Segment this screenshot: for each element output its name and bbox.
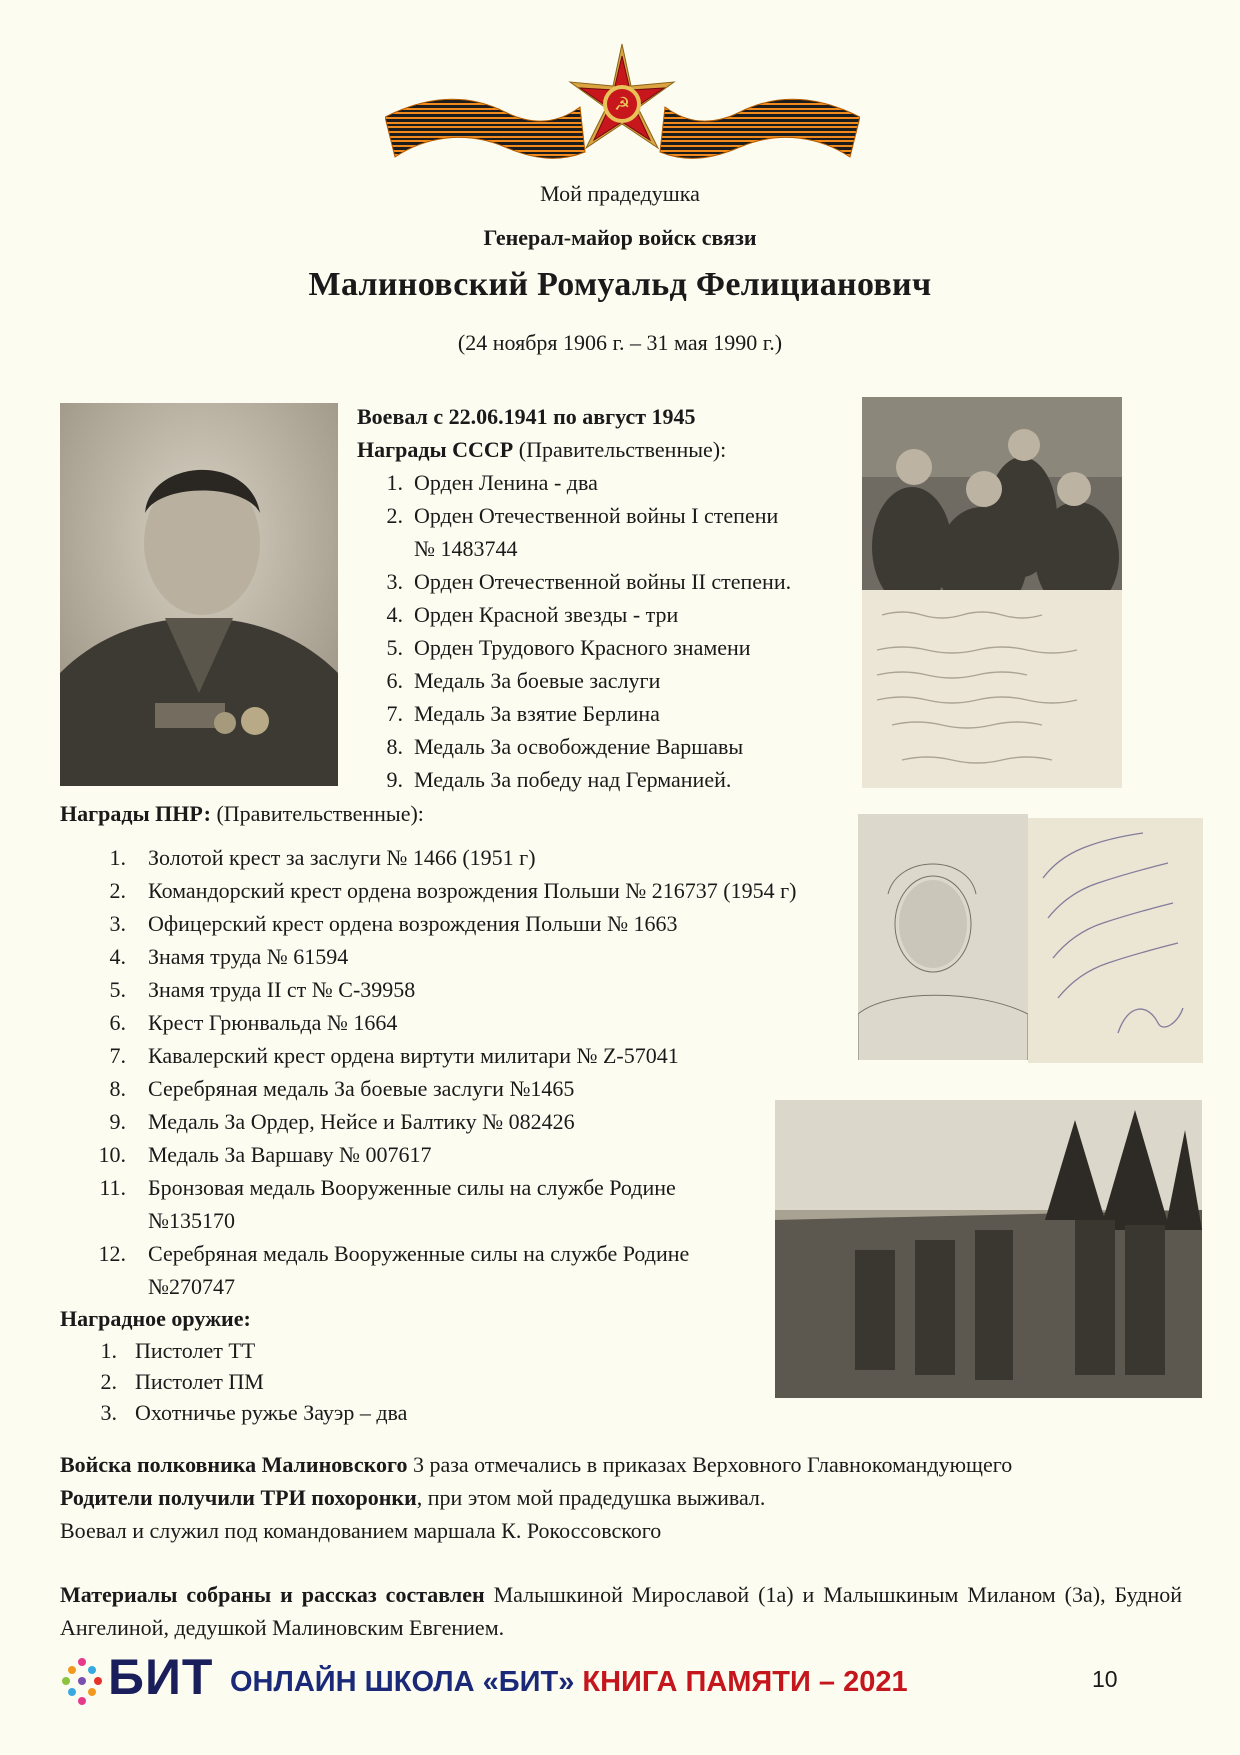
ussr-awards-heading-rest: (Правительственные): [513,437,727,462]
item-number: 1. [109,845,126,870]
ussr-awards-section [357,400,857,796]
signed-dedication-note [1028,818,1203,1063]
item-text: Медаль За Ордер, Нейсе и Балтику № 082426 [148,1109,575,1134]
list-item [357,499,857,565]
bit-school-logo-icon [60,1649,220,1706]
svg-text:☭: ☭ [613,94,631,115]
closing-line-2-rest: , при этом мой прадедушка выживал. [416,1485,766,1510]
item-text: Бронзовая медаль Вооруженные силы на службе Родине [148,1175,676,1200]
footer-title [230,1666,908,1699]
item-number: 3. [386,569,403,594]
item-text: Золотой крест за заслуги № 1466 (1951 г) [148,845,536,870]
footer-book-title: КНИГА ПАМЯТИ – 2021 [582,1666,908,1698]
list-item [60,1366,660,1397]
list-item [60,940,920,973]
item-text-continued: №270747 [148,1274,235,1299]
handwritten-letter-photo [862,590,1122,788]
item-number: 3. [100,1400,117,1425]
list-item [60,841,920,874]
pnr-awards-heading [60,797,424,830]
materials-credit-rest: Малышкиной Мирославой (1а) и Малышкиным Миланом (3а), Будной Ангелиной, дедушкой Малиновским Евгением. [60,1582,1182,1640]
item-text: Охотничье ружье Зауэр – два [135,1400,408,1425]
list-item [60,1335,660,1366]
list-item [60,1006,920,1039]
item-number: 9. [109,1109,126,1134]
item-text: Серебряная медаль За боевые заслуги №1465 [148,1076,575,1101]
intro-line: Мой прадедушка [540,181,700,206]
item-number: 10. [98,1142,126,1167]
item-number: 4. [386,602,403,627]
item-number: 5. [386,635,403,660]
list-item [60,1072,920,1105]
ussr-awards-heading-bold: Награды СССР [357,437,514,462]
list-item [357,730,857,763]
list-item [60,874,920,907]
item-text: Медаль За победу над Германией. [414,767,732,792]
list-item [357,466,857,499]
item-text: Медаль За освобождение Варшавы [414,734,744,759]
person-name: Малиновский Ромуальд Фелицианович [308,266,932,303]
list-item [60,1397,660,1428]
closing-paragraph [60,1448,1180,1547]
closing-line-3: Воевал и служил под командованием маршала К. Рокоссовского [60,1518,662,1543]
item-number: 1. [386,470,403,495]
item-number: 8. [109,1076,126,1101]
materials-credit-bold: Материалы собраны и рассказ составлен [60,1582,485,1607]
list-item [60,1237,920,1303]
list-item [60,1138,920,1171]
item-text: Серебряная медаль Вооруженные силы на службе Родине [148,1241,690,1266]
item-text: Орден Отечественной войны II степени. [414,569,792,594]
item-number: 6. [386,668,403,693]
closing-line-2-bold: Родители получили ТРИ похоронки [60,1485,417,1510]
item-text: Знамя труда II ст № C-39958 [148,977,416,1002]
closing-line-1-bold: Войска полковника Малиновского [60,1452,408,1477]
item-number: 11. [99,1175,126,1200]
footer-school-name: ОНЛАЙН ШКОЛА «БИТ» [230,1666,583,1698]
item-number: 9. [386,767,403,792]
pnr-awards-list [60,841,920,1303]
closing-line-1-rest: 3 раза отмечались в приказах Верховного Главнокомандующего [407,1452,1013,1477]
patriotic-war-emblem-icon [385,42,860,172]
award-weapons-list [60,1335,660,1428]
item-text: Пистолет ПМ [135,1369,264,1394]
item-number: 1. [100,1338,117,1363]
item-number: 4. [109,944,126,969]
item-number: 2. [109,878,126,903]
item-text: Медаль За Варшаву № 007617 [148,1142,432,1167]
closing-line-2 [60,1481,1180,1514]
list-item [357,763,857,796]
item-text: Орден Ленина - два [414,470,598,495]
list-item [60,1105,920,1138]
pnr-awards-heading-bold: Награды ПНР: [60,801,211,826]
item-text: Командорский крест ордена возрождения Польши № 216737 (1954 г) [148,878,797,903]
life-dates: (24 ноября 1906 г. – 31 мая 1990 г.) [457,330,783,355]
list-item [60,973,920,1006]
service-period: Воевал с 22.06.1941 по август 1945 [357,404,696,429]
page-number: 10 [1092,1666,1118,1692]
bit-logo-text: БИТ [108,1649,214,1705]
award-weapons-heading: Наградное оружие: [60,1306,251,1331]
footer [60,1649,1180,1706]
list-item [60,907,920,940]
item-text-continued: № 1483744 [414,536,518,561]
list-item [60,1039,920,1072]
item-text: Медаль За боевые заслуги [414,668,661,693]
list-item [357,598,857,631]
item-number: 2. [100,1369,117,1394]
ussr-awards-heading [357,433,857,466]
item-number: 7. [386,701,403,726]
item-text: Офицерский крест ордена возрождения Польши № 1663 [148,911,678,936]
list-item [357,565,857,598]
item-text: Крест Грюнвальда № 1664 [148,1010,398,1035]
item-text: Знамя труда № 61594 [148,944,349,969]
item-text: Пистолет ТТ [135,1338,256,1363]
item-text: Орден Отечественной войны I степени [414,503,779,528]
rank-line: Генерал-майор войск связи [483,225,757,250]
item-number: 12. [98,1241,126,1266]
item-text: Орден Красной звезды - три [414,602,679,627]
list-item [60,1171,920,1237]
item-number: 7. [109,1043,126,1068]
item-number: 6. [109,1010,126,1035]
item-number: 8. [386,734,403,759]
item-text-continued: №135170 [148,1208,235,1233]
pnr-awards-heading-rest: (Правительственные): [210,801,424,826]
item-number: 2. [386,503,403,528]
list-item [357,664,857,697]
item-text: Орден Трудового Красного знамени [414,635,751,660]
item-text: Кавалерский крест ордена виртути милитари № Z-57041 [148,1043,679,1068]
list-item [357,631,857,664]
materials-credit [60,1578,1182,1644]
list-item [357,697,857,730]
item-number: 5. [109,977,126,1002]
item-number: 3. [109,911,126,936]
group-photo-four-soldiers [862,397,1122,590]
ussr-awards-list [357,466,857,796]
item-text: Медаль За взятие Берлина [414,701,660,726]
portrait-photo [60,403,338,786]
closing-line-1 [60,1448,1180,1481]
